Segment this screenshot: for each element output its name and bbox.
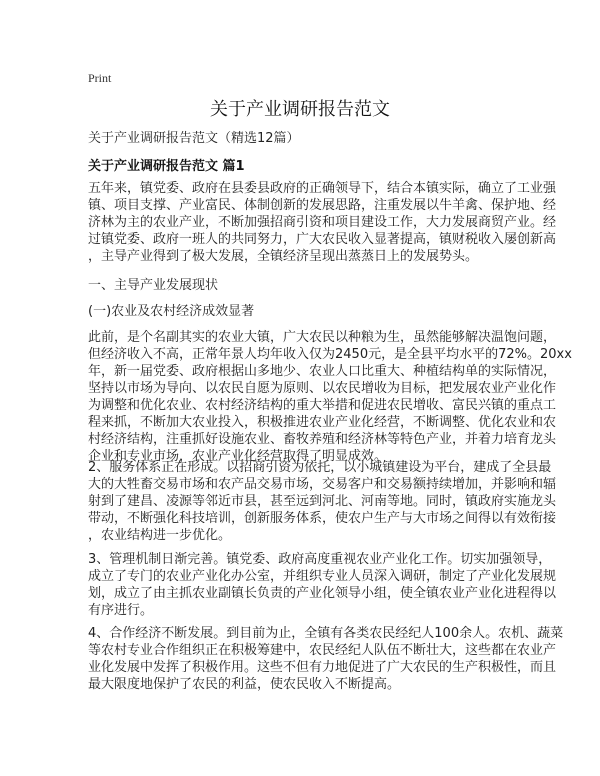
text-line: 五年来，镇党委、政府在县委县政府的正确领导下，结合本镇实际，确立了工业强 <box>88 181 557 196</box>
text-line: 划，成立了由主抓农业副镇长负责的产业化领导小组，使全镇农业产业化进程得以 <box>88 586 557 601</box>
text-line: 成立了专门的农业产业化办公室，并组织专业人员深入调研，制定了产业化发展规 <box>88 569 557 584</box>
text-line: 4、合作经济不断发展。到目前为止，全镇有各类农民经纪人100余人。农机、蔬菜 <box>88 626 564 641</box>
text-line: 大的大牲畜交易市场和农产品交易市场，交易客户和交易额持续增加，并影响和辐 <box>88 477 557 492</box>
text-line: ，主导产业得到了极大发展，全镇经济呈现出蒸蒸日上的发展势头。 <box>88 249 479 264</box>
text-line: (一)农业及农村经济成效显著 <box>88 304 255 319</box>
text-line: 射到了建昌、凌源等邻近市县，甚至远到河北、河南等地。同时，镇政府实施龙头 <box>88 494 557 509</box>
text-line: 为调整和优化农业、农村经济结构的重大举措和促进农民增收、富民兴镇的重点工 <box>88 398 557 413</box>
text-line: ，农业结构进一步优化。 <box>88 528 232 543</box>
document-subtitle: 关于产业调研报告范文（精选12篇） <box>88 131 300 146</box>
text-line: 镇、项目支撑、产业富民、体制创新的发展思路，注重发展以牛羊禽、保护地、经 <box>88 198 557 213</box>
text-line: 2、服务体系正在形成。以招商引资为依托，以小城镇建设为平台，建成了全县最 <box>88 460 552 475</box>
text-line: 业化发展中发挥了积极作用。这些不但有力地促进了广大农民的生产积极性，而且 <box>88 660 557 675</box>
text-line: 等农村专业合作组织正在积极筹建中，农民经纪人队伍不断壮大，这些都在农业产 <box>88 643 557 658</box>
text-line: 此前，是个名副其实的农业大镇，广大农民以种粮为生，虽然能够解决温饱问题， <box>88 330 557 345</box>
text-line: 但经济收入不高，正常年景人均年收入仅为2450元，是全县平均水平的72%。20xx <box>88 347 572 362</box>
agriculture-paragraph <box>88 329 572 465</box>
text-line: 企业和专业市场，农业产业化经营取得了明显成效。 <box>88 449 388 464</box>
text-line: 一、主导产业发展现状 <box>88 278 219 293</box>
document-title: 关于产业调研报告范文 <box>210 99 390 120</box>
text-line: 有序进行。 <box>88 603 154 618</box>
text-line: 年，新一届党委、政府根据山多地少、农业人口比重大、种植结构单的实际情况， <box>88 364 557 379</box>
section-heading: 关于产业调研报告范文 篇1 <box>88 159 245 174</box>
subsection-title <box>88 303 528 320</box>
section-title <box>88 277 528 294</box>
text-line: 程来抓，不断加大农业投入，积极推进农业产业化经营，不断调整、优化农业和农 <box>88 415 557 430</box>
text-line: 济林为主的农业产业，不断加强招商引资和项目建设工作，大力发展商贸产业。经 <box>88 215 557 230</box>
service-paragraph <box>88 459 557 544</box>
management-paragraph <box>88 551 557 619</box>
cooperation-paragraph <box>88 625 564 693</box>
text-line: 3、管理机制日渐完善。镇党委、政府高度重视农业产业化工作。切实加强领导， <box>88 552 552 567</box>
print-link[interactable]: Print <box>88 71 112 85</box>
text-line: 村经济结构，注重抓好设施农业、畜牧养殖和经济林等特色产业，并着力培育龙头 <box>88 432 557 447</box>
text-line: 最大限度地保护了农民的利益，使农民收入不断提高。 <box>88 677 401 692</box>
text-line: 坚持以市场为导向、以农民自愿为原则、以农民增收为目标，把发展农业产业化作 <box>88 381 557 396</box>
intro-paragraph <box>88 180 557 265</box>
text-line: 带动，不断强化科技培训，创新服务体系，使农户生产与大市场之间得以有效衔接 <box>88 511 557 526</box>
text-line: 过镇党委、政府一班人的共同努力，广大农民收入显著提高，镇财税收入屡创新高 <box>88 232 557 247</box>
